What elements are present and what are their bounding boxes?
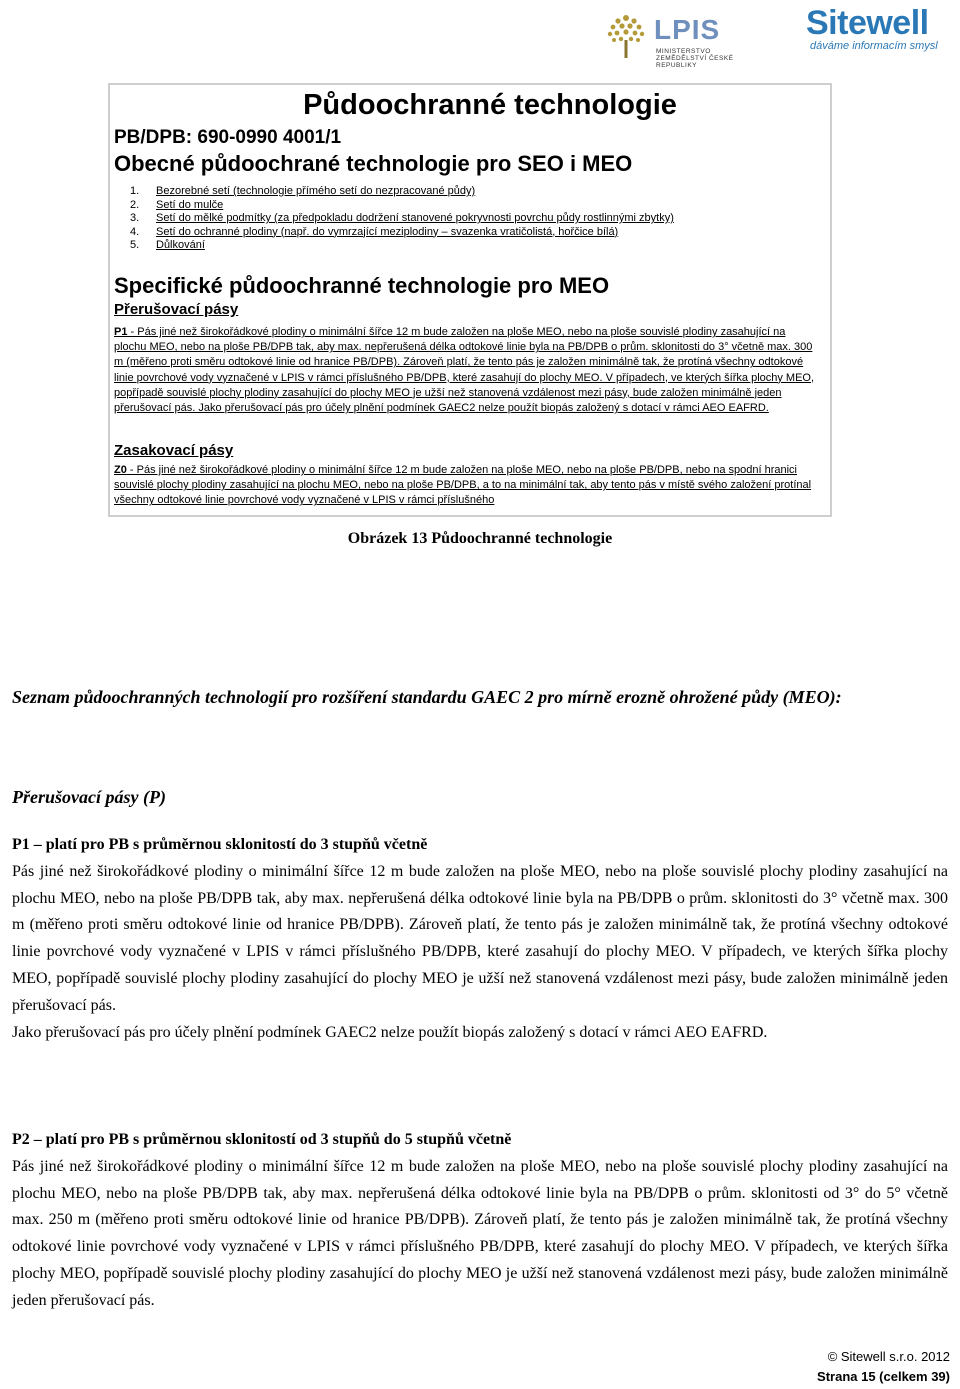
slide-title: Půdoochranné technologie [303,89,677,121]
slide-image [108,83,832,517]
footer-copyright: © Sitewell s.r.o. 2012 [827,1349,950,1364]
p2-block [12,1127,948,1315]
sitewell-logo-tagline: dáváme informacím smysl [810,40,938,52]
subsection-title: Přerušovací pásy (P) [12,787,166,807]
lpis-logo [600,8,740,69]
list-item: 1. Bezorebné setí (technologie přímého setí do nezpracované půdy) [130,185,476,197]
p1-block [12,832,948,1046]
slide-general-heading: Obecné půdoochrané technologie pro SEO i MEO [114,151,633,176]
lpis-logo-name: LPIS [654,14,721,45]
slide-code: PB/DPB: 690-0990 4001/1 [114,127,342,148]
list-item: 5. Důlkování [130,239,205,251]
list-item: 4. Setí do ochranné plodiny (např. do vymrzající meziplodiny – svazenka vratičolistá, hořčice bílá) [130,225,619,238]
figure-caption: Obrázek 13 Půdoochranné technologie [347,530,613,547]
section-title: Seznam půdoochranných technologií pro rozšíření standardu GAEC 2 pro mírně erozně ohrožené půdy (MEO): [12,687,842,707]
slide-z0-text: Z0 - Pás jiné než širokořádkové plodiny o minimální šířce 12 m bude založen na ploše MEO, nebo na ploše PB/DPB, nebo na spodní hranici souvislé plochy plodiny zasahující na plochu MEO, nebo na ploše PB/DPB, a to na minimální tak, aby tento pás v místě svého založení protínal všechny odtokové linie povrchové vody vyznačené v LPIS v rámci příslušného [114,464,812,507]
slide-p1-text: P1 - Pás jiné než širokořádkové plodiny o minimální šířce 12 m bude založen na ploše MEO, nebo na ploše souvislé plodiny zasahující na plochu MEO, nebo na ploše PB/DPB tak, aby max. nepřerušená délka odtokové linie byla na PB/DPB o prům. sklonitosti do 3° včetně max. 300 m (měřeno proti směru odtokové linie od hranice PB/DPB). Zároveň platí, že tento pás je založen minimálně tak, že protíná všechny odtokové linie povrchové vody vyznačené v LPIS v rámci příslušného PB/DPB, které zasahují do plochy MEO. V případech, ve kterých šířka plochy MEO, popřípadě souvislé plochy plodiny zasahující do plochy MEO je užší než stanovená vzdálenost mezi pásy, bude založen minimálně jeden přerušovací pás. Jako přerušovací pás pro účely plnění podmínek GAEC2 nelze použít biopás založený s dotací v rámci AEO EAFRD. [114,326,815,415]
list-item: 2. Setí do mulče [130,198,224,211]
slide-general-list [130,185,674,253]
tree-logo-icon [604,12,648,60]
p1-body: Pás jiné než širokořádkové plodiny o minimální šířce 12 m bude založen na ploše MEO, nebo na ploše souvislé plochy plodiny zasahující na plochu MEO, nebo na ploše PB/DPB tak, aby max. nepřerušená délka odtokové linie byla na PB/DPB o prům. sklonitosti do 3° včetně max. 300 m (měřeno proti směru odtokové linie od hranice PB/DPB). Zároveň platí, že tento pás je založen minimálně tak, že protíná všechny odtokové linie povrchové vody vyznačené v LPIS v rámci příslušného PB/DPB, které zasahují do plochy MEO. V případech, ve kterých šířka plochy MEO, popřípadě souvislé plochy plodiny zasahující do plochy MEO je užší než stanovená vzdálenost mezi pásy, bude založen minimálně jeden přerušovací pás. [12,862,948,1014]
list-item: 3. Setí do mělké podmítky (za předpokladu dodržení stanovené pokryvnosti povrchu půdy rostlinnými zbytky) [130,212,674,224]
p1-heading: P1 – platí pro PB s průměrnou sklonitostí do 3 stupňů včetně [12,836,428,853]
p1-note: Jako přerušovací pás pro účely plnění podmínek GAEC2 nelze použít biopás založený s dotací v rámci AEO EAFRD. [12,1023,768,1041]
sitewell-logo-name: Sitewell [806,4,929,42]
p2-body: Pás jiné než širokořádkové plodiny o minimální šířce 12 m bude založen na ploše MEO, nebo na ploše souvislé plochy plodiny zasahující na plochu MEO, nebo na ploše PB/DPB tak, aby max. nepřerušená délka odtokové linie byla na PB/DPB o prům. sklonitosti od 3° do 5° včetně max. 250 m (měřeno proti směru odtokové linie od hranice PB/DPB). Zároveň platí, že tento pás je založen minimálně tak, že protíná všechny odtokové linie povrchové vody vyznačené v LPIS v rámci příslušného PB/DPB, které zasahují do plochy MEO. V případech, ve kterých šířka plochy MEO, popřípadě souvislé plochy plodiny zasahující do plochy MEO je užší než stanovená vzdálenost mezi pásy, bude založen minimálně jeden přerušovací pás. [12,1157,948,1309]
slide-stop-heading: Zasakovací pásy [114,442,234,459]
p2-heading: P2 – platí pro PB s průměrnou sklonitostí od 3 stupňů do 5 stupňů včetně [12,1131,512,1148]
footer-page-number: Strana 15 (celkem 39) [817,1369,950,1384]
sitewell-logo [806,4,956,62]
lpis-logo-subtitle: MINISTERSTVO ZEMĚDĚLSTVÍ ČESKÉ REPUBLIKY [656,48,734,69]
slide-interrupt-heading: Přerušovací pásy [114,301,239,318]
slide-specific-heading: Specifické půdoochranné technologie pro MEO [114,273,610,298]
